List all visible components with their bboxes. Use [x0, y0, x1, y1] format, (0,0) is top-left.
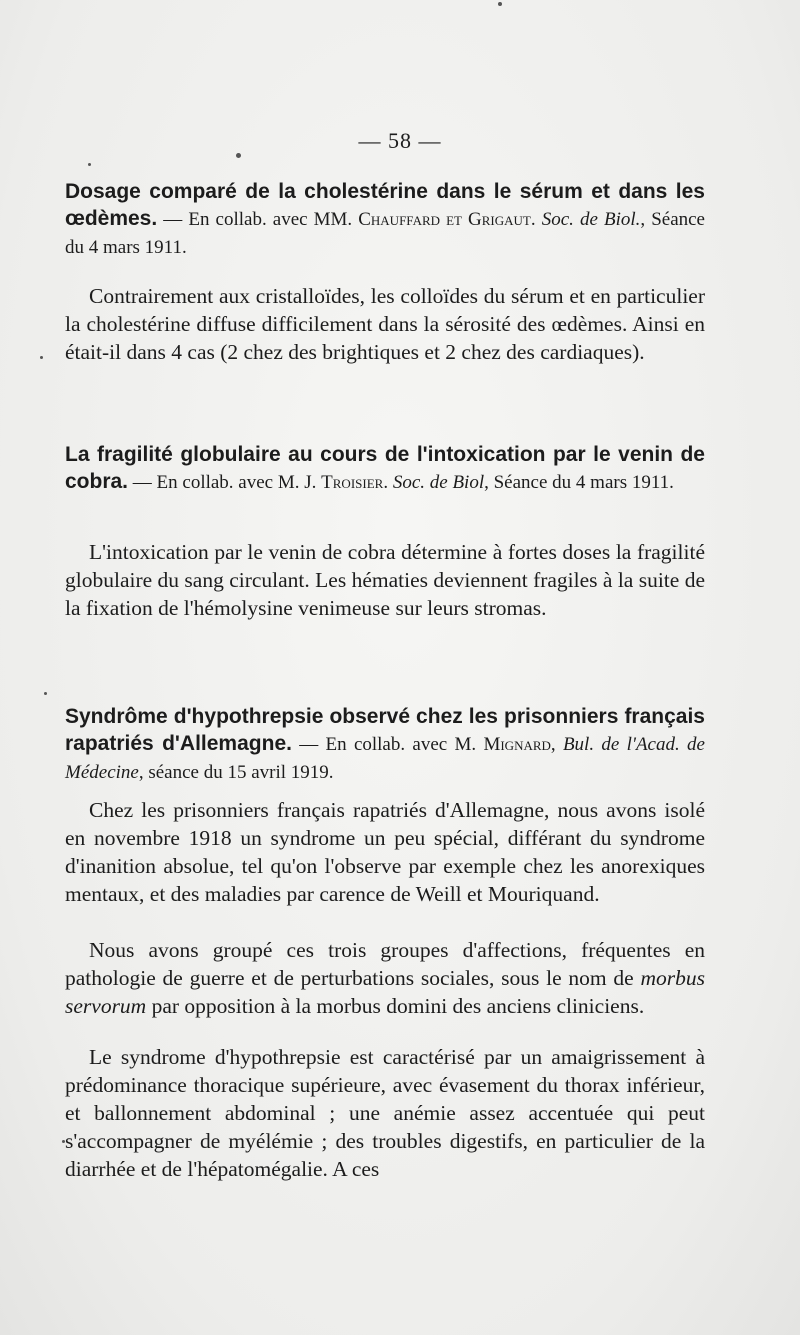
entry-1-authors: Chauffard et Grigaut. [358, 209, 536, 230]
entry-1-session: , Séance du 4 mars 1911. [65, 209, 705, 258]
entry-3-paragraph-1: Chez les prisonniers français rapatriés d'Allemagne, nous avons isolé en novembre 1918 un syndrome un peu spécial, différant du syndrome d'inanition absolue, tel qu'on l'observe par exemple chez les anorexiques mentaux, et des maladies par carence de Weill et Mouriquand. [65, 798, 705, 906]
page-number: — 58 — [358, 128, 442, 153]
entry-3-paragraph-3: Le syndrome d'hypothrepsie est caractérisé par un amaigrissement à prédominance thoracique supérieure, avec évasement du thorax inférieur, et ballonnement abdominal ; une anémie assez accentuée qui peut s'accompagner de myélémie ; des troubles digestifs, en particulier de la diarrhée et de l'hépatomégalie. A ces [65, 1045, 705, 1181]
entry-2-title: La fragilité globulaire au cours de l'intoxication par le venin de cobra. [65, 443, 705, 493]
entry-2-journal: Soc. de Biol [392, 472, 485, 493]
entry-2-collab: — En collab. avec M. J. [128, 472, 322, 493]
entry-2-paragraph-1: L'intoxication par le venin de cobra détermine à fortes doses la fragilité globulaire du sang circulant. Les hématies deviennent fragiles à la suite de la fixation de l'hémolysine venimeuse sur leurs stromas. [65, 540, 705, 620]
entry-3-title: Syndrôme d'hypothrepsie observé chez les prisonniers français rapatriés d'Allemagne. [65, 705, 705, 755]
entry-1-paragraph-1: Contrairement aux cristalloïdes, les colloïdes du sérum et en particulier la cholestérine diffuse difficilement dans la sérosité des œdèmes. Ainsi en était-il dans 4 cas (2 chez des brightiques et 2 chez des cardiaques). [65, 284, 705, 364]
entry-3-paragraph-2: Nous avons groupé ces trois groupes d'affections, fréquentes en pathologie de guerre et de perturbations sociales, sous le nom de morbus servorum par opposition à la morbus domini des anciens cliniciens. [65, 938, 705, 1018]
entry-2-heading [65, 441, 705, 496]
scan-speck [40, 356, 43, 359]
scan-speck [88, 163, 91, 166]
entry-1-heading [65, 178, 705, 261]
entry-3-journal: Bul. de l'Acad. de Médecine [65, 734, 705, 783]
entry-2-session: , Séance du 4 mars 1911. [484, 472, 674, 493]
entry-3-authors: Mignard, [483, 734, 556, 755]
scan-speck [498, 2, 502, 6]
scan-speck [236, 153, 241, 158]
entry-2-authors: Troisier. [321, 472, 389, 493]
entry-1-title: Dosage comparé de la cholestérine dans le sérum et dans les œdèmes. [65, 180, 705, 230]
entry-3-session: , séance du 15 avril 1919. [138, 762, 334, 783]
entry-1-collab: — En collab. avec MM. [157, 209, 359, 230]
entry-3-collab: — En collab. avec M. [291, 734, 484, 755]
scan-speck [44, 692, 47, 695]
entry-1-journal: Soc. de Biol. [541, 209, 641, 230]
scan-speck [62, 1140, 65, 1143]
entry-3-heading [65, 703, 705, 786]
